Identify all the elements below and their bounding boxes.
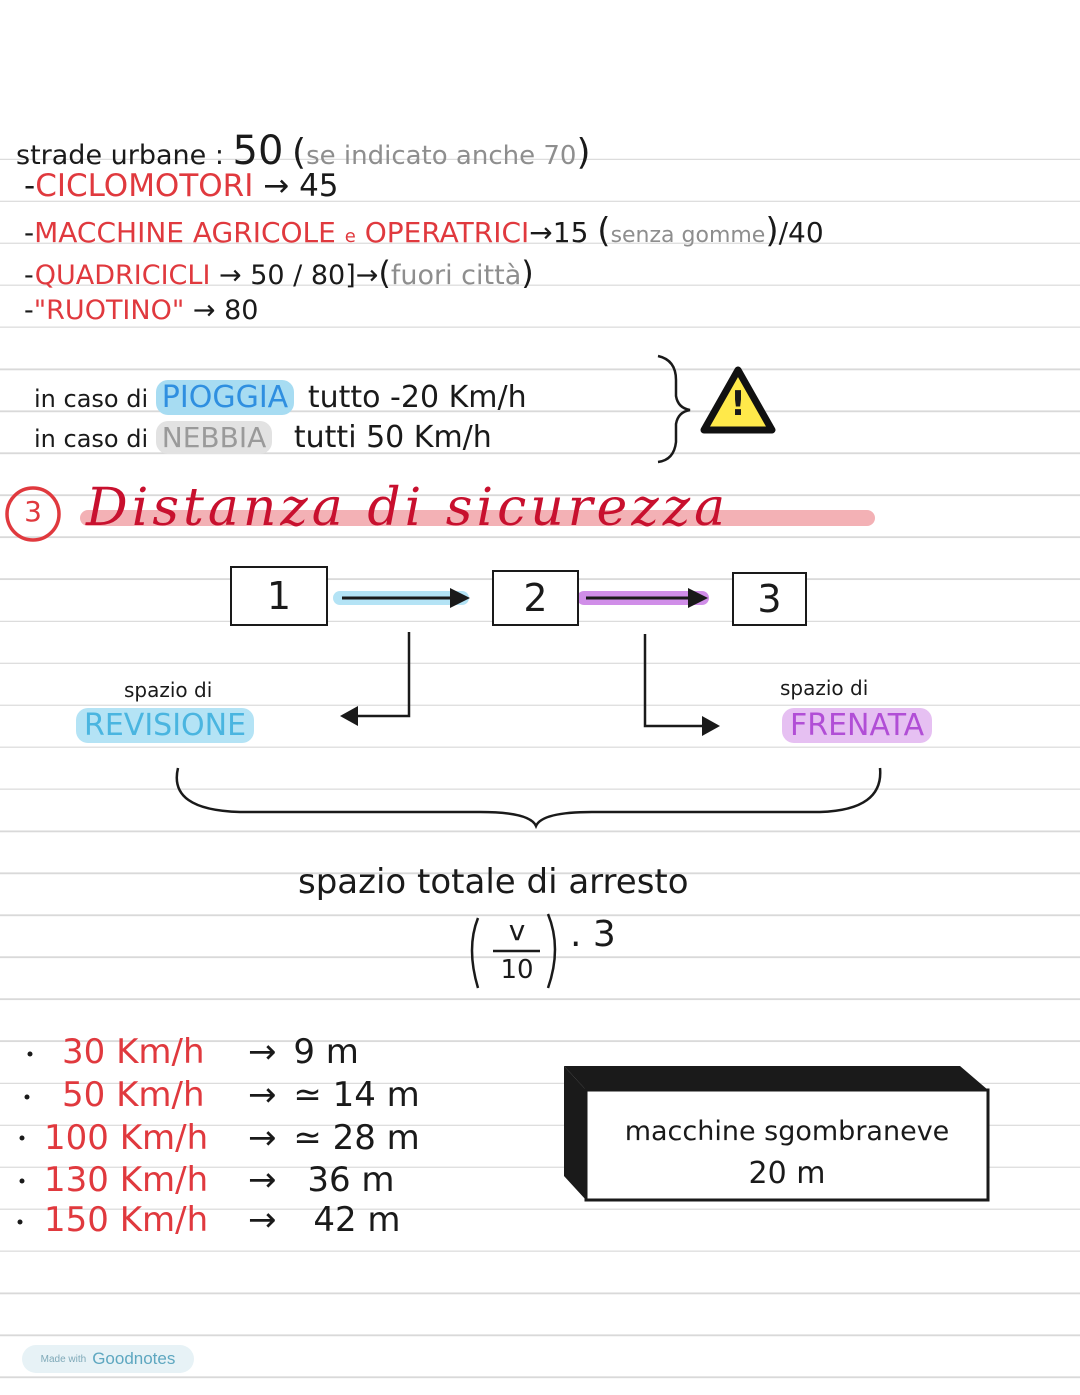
fog-word: NEBBIA xyxy=(156,421,272,454)
badge-small-text: Made with xyxy=(40,1353,87,1365)
bullet xyxy=(20,1136,25,1141)
row-distance: 42 m xyxy=(313,1200,401,1240)
rain-rule: tutto -20 Km/h xyxy=(307,380,527,415)
section-title: Distanza di sicurezza xyxy=(86,478,730,538)
braking-small-label: spazio di xyxy=(780,676,869,700)
speed-item-agricultural: -MACCHINE AGRICOLE e OPERATRICI→15 (senza gomme)/40 xyxy=(24,211,824,251)
arrow-icon: → xyxy=(248,1032,277,1072)
row-speed: 100 Km/h xyxy=(44,1118,209,1158)
arrow-icon: → xyxy=(248,1160,277,1200)
row-speed: 130 Km/h xyxy=(44,1160,209,1200)
speed-item-quadricycles: -QUADRICICLI → 50 / 80]→(fuori città) xyxy=(24,254,534,292)
made-with-badge[interactable] xyxy=(22,1345,194,1373)
weather-brace xyxy=(658,356,690,462)
badge-brand: Goodnotes xyxy=(92,1349,176,1368)
formula-multiplier: . 3 xyxy=(570,914,616,955)
row-speed: 30 Km/h xyxy=(62,1032,205,1072)
section-number: 3 xyxy=(24,495,42,528)
snowplow-distance: 20 m xyxy=(748,1156,826,1191)
speed-item-joiner: e xyxy=(344,226,356,247)
table-row xyxy=(44,1200,401,1240)
row-distance: 36 m xyxy=(307,1160,395,1200)
speed-item-note: fuori città xyxy=(390,260,522,291)
speed-item-value: 80 xyxy=(224,295,259,326)
arrow-icon: → xyxy=(248,1200,277,1240)
snowplow-label: macchine sgombraneve xyxy=(624,1116,950,1147)
step-box-3: 3 xyxy=(732,572,807,626)
total-stop-label: spazio totale di arresto xyxy=(298,862,689,902)
speed-item-value-2: /40 xyxy=(778,216,824,249)
bullet xyxy=(28,1052,33,1057)
speed-item-label: CICLOMOTORI xyxy=(35,168,254,204)
row-distance: ≃ 28 m xyxy=(293,1118,420,1158)
formula-paren-left xyxy=(472,918,478,988)
step-box-2: 2 xyxy=(492,570,579,626)
revision-small-label: spazio di xyxy=(124,678,213,702)
bullet xyxy=(20,1179,25,1184)
urban-label: strade urbane : xyxy=(16,140,224,171)
arrow-icon: → xyxy=(529,216,553,249)
warning-glyph: ! xyxy=(730,384,746,424)
speed-item-label: MACCHINE AGRICOLE xyxy=(34,216,336,249)
formula-paren-right xyxy=(548,914,555,988)
formula-denominator: 10 xyxy=(500,955,534,985)
speed-item-value: 15 xyxy=(552,216,589,249)
arrow-icon: → xyxy=(248,1075,277,1115)
arrow-icon: → xyxy=(219,260,242,291)
speed-item-label-2: OPERATRICI xyxy=(364,216,530,249)
arrow-icon: → xyxy=(248,1118,277,1158)
formula-numerator: v xyxy=(508,914,526,947)
row-speed: 150 Km/h xyxy=(44,1200,209,1240)
speed-item-value: 45 xyxy=(299,168,339,204)
rain-prefix: in caso di xyxy=(34,385,149,413)
speed-item-value: 50 / 80 xyxy=(250,260,346,291)
table-row xyxy=(62,1032,359,1072)
urban-note: se indicato anche 70 xyxy=(306,141,577,171)
braking-label: FRENATA xyxy=(782,708,932,743)
row-distance: ≃ 14 m xyxy=(293,1075,420,1115)
paren-close: ) xyxy=(576,132,591,173)
right-elbow-arrow xyxy=(645,634,704,726)
revision-label: REVISIONE xyxy=(76,708,254,743)
bullet xyxy=(25,1095,30,1100)
fog-rule: tutti 50 Km/h xyxy=(293,420,492,455)
table-row xyxy=(44,1118,420,1158)
total-brace xyxy=(177,768,880,826)
speed-item-label: QUADRICICLI xyxy=(34,260,211,291)
speed-item-mopeds: -CICLOMOTORI → 45 xyxy=(24,168,339,204)
urban-value: 50 xyxy=(232,128,284,174)
right-arrowhead xyxy=(702,716,720,736)
table-row xyxy=(44,1160,395,1200)
paren-open: ( xyxy=(292,132,307,173)
left-arrowhead xyxy=(340,706,358,726)
step-box-1: 1 xyxy=(230,566,328,626)
speed-item-spare-wheel: -"RUOTINO" → 80 xyxy=(24,295,259,326)
speed-item-note: senza gomme xyxy=(610,223,766,248)
bracket-arrow-icon: ]→ xyxy=(345,260,379,291)
table-row xyxy=(62,1075,420,1115)
rain-word: PIOGGIA xyxy=(156,380,294,415)
left-elbow-arrow xyxy=(356,632,409,716)
row-distance: 9 m xyxy=(293,1032,359,1072)
speed-item-label: "RUOTINO" xyxy=(33,295,185,326)
arrow-icon: → xyxy=(192,295,216,326)
bullet xyxy=(18,1220,23,1225)
row-speed: 50 Km/h xyxy=(62,1075,205,1115)
fog-prefix: in caso di xyxy=(34,425,149,453)
arrow-icon: → xyxy=(263,168,290,204)
